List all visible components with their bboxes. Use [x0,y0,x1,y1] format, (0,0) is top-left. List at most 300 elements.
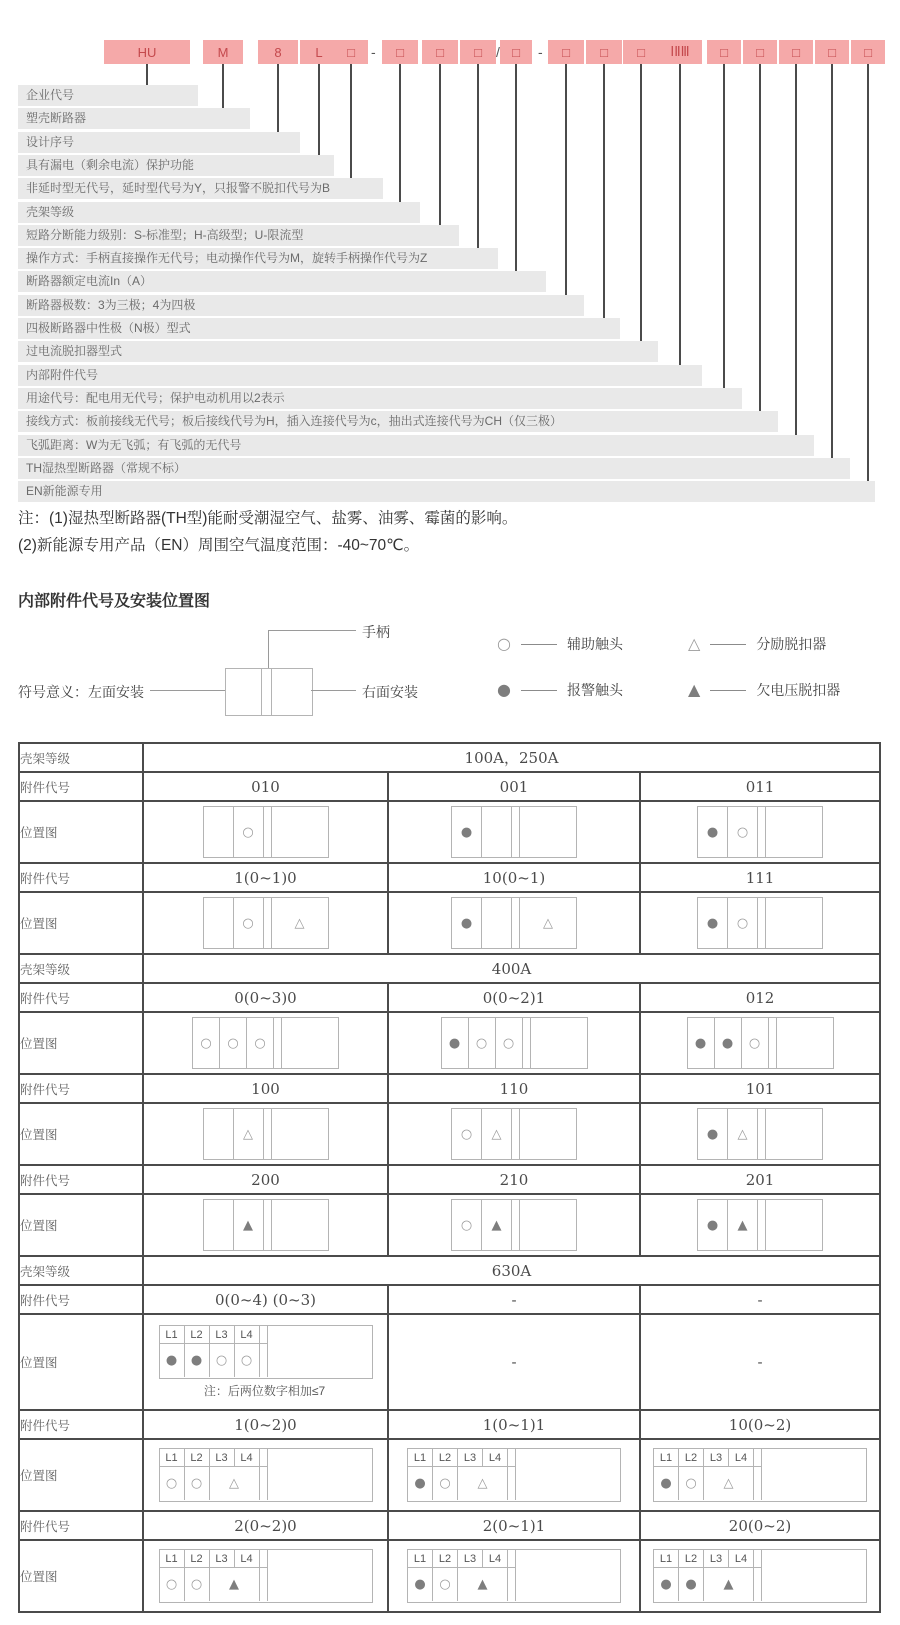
pole-header-narrow-cell [754,1550,762,1568]
shunt-release-symbol: △ [477,1476,488,1491]
model-code-box: □ [422,40,458,64]
model-code-box: □ [623,40,659,64]
pole-header-cell: L2 [185,1449,210,1467]
pole-header-cell: L2 [185,1326,210,1344]
pole-body-cell [260,1568,268,1601]
model-code-box: ⅠⅡⅢ [658,40,702,64]
pole-diagram-box [159,1325,373,1379]
handle-cell [758,1109,766,1159]
diagram-cell [234,1200,264,1250]
position-diagram [451,806,577,858]
frame-level-cell: 100A，250A [143,743,880,772]
accessory-table-grid [18,742,881,1613]
code-separator: / [496,44,500,60]
pole-header-cell: L3 [458,1449,483,1467]
right-install-cell [272,1109,328,1159]
legend-item-shunt-release [688,634,826,654]
position-diagram-row [19,1194,880,1256]
note-line-2: (2)新能源专用产品（EN）周围空气温度范围：-40~70℃。 [18,537,420,554]
position-diagram-cell [388,892,640,954]
position-diagram-row [19,1439,880,1511]
position-diagram-cell [143,1439,388,1511]
undervoltage-release-symbol: ▲ [229,1577,239,1592]
alarm-contact-symbol: ● [706,824,719,840]
legend-item-alarm-contact [497,680,623,700]
leader-line [565,64,567,297]
position-diagram-cell [640,1540,880,1612]
pole-header-cell: L3 [704,1449,729,1467]
handle-cell [758,807,766,857]
alarm-contact-symbol: ● [497,680,511,699]
aux-contact-symbol: ○ [227,1035,239,1051]
frame-level-row [19,743,880,772]
position-diagram-row [19,1012,880,1074]
leader-line [277,64,279,134]
leader-line [679,64,681,367]
aux-contact-symbol: ○ [242,824,254,840]
undervoltage-release-symbol: ▲ [737,1217,748,1233]
pole-header-narrow-cell [754,1449,762,1467]
leader-line [477,64,479,250]
aux-contact-symbol: ○ [240,1353,253,1368]
code-label-bar: 壳架等级 [18,202,420,223]
position-diagram [697,897,823,949]
legend-prefix-label: 符号意义：左面安装 [18,684,144,700]
alarm-contact-symbol: ● [414,1577,426,1592]
accessory-code-row [19,1511,880,1540]
leader-line [640,64,642,343]
pole-header-cell: L2 [679,1550,704,1568]
accessory-code-row [19,1285,880,1314]
pole-body-cell [260,1467,268,1500]
code-label-bar: 操作方式：手柄直接操作无代号；电动操作代号为M，旋转手柄操作代号为Z [18,248,498,269]
pole-header-cell: L1 [160,1449,185,1467]
shunt-release-symbol: △ [491,1126,502,1142]
legend-item-label: 分励脱扣器 [756,636,827,652]
aux-contact-symbol: ○ [215,1353,228,1368]
handle-cell [264,807,272,857]
right-install-cell [766,807,822,857]
diagram-cell [442,1018,469,1068]
code-label-bar: 内部附件代号 [18,365,702,386]
row-label-code: 附件代号 [19,1074,143,1103]
diagram-cell [220,1018,247,1068]
aux-contact-symbol: ○ [685,1476,697,1491]
position-diagram-cell [640,1103,880,1165]
handle-cell [523,1018,531,1068]
position-diagram [697,1199,823,1251]
pole-header-cell: L1 [408,1550,433,1568]
shunt-release-symbol: △ [543,915,553,931]
aux-contact-symbol: ○ [439,1476,451,1491]
row-label-position: 位置图 [19,1194,143,1256]
alarm-contact-symbol: ● [694,1035,707,1051]
position-diagram-cell [640,1194,880,1256]
accessory-code-cell: 0(0~2)1 [388,983,640,1012]
model-code-box: HU [104,40,190,64]
position-diagram [159,1549,373,1603]
code-label-bar: 短路分断能力级别：S-标准型；H-高级型；U-限流型 [18,225,459,246]
pole-body-cell [433,1467,458,1500]
aux-contact-symbol: ○ [200,1035,212,1051]
legend-dash [521,690,557,691]
position-diagram-cell [143,801,388,863]
row-label-position: 位置图 [19,1012,143,1074]
accessory-code-row [19,1165,880,1194]
pole-header-narrow-cell [260,1326,268,1344]
pole-body-cell [754,1467,762,1500]
legend-item-undervoltage-release [688,680,840,700]
position-diagram-cell [388,1012,640,1074]
diagram-cell [469,1018,496,1068]
position-diagram-cell [388,1540,640,1612]
pole-header-narrow-cell [260,1449,268,1467]
leader-line [723,64,725,390]
legend-item-label: 欠电压脱扣器 [756,682,841,698]
accessory-code-cell: 111 [640,863,880,892]
pole-header-narrow-cell [260,1550,268,1568]
position-diagram [653,1549,867,1603]
code-label-bar: TH湿热型断路器（常规不标） [18,458,850,479]
handle-label: 手柄 [362,624,390,640]
handle-cell [512,898,520,948]
undervoltage-release-symbol: ▲ [723,1577,734,1592]
legend-dash [710,690,746,691]
leader-line [603,64,605,320]
note-line-1: 注：(1)湿热型断路器(TH型)能耐受潮湿空气、盐雾、油雾、霉菌的影响。 [18,510,518,527]
model-code-box: □ [586,40,622,64]
alarm-contact-symbol: ● [448,1035,461,1051]
row-label-code: 附件代号 [19,863,143,892]
diagram-cell [482,1200,512,1250]
right-install-cell [520,807,576,857]
pole-header-narrow-cell [508,1550,516,1568]
model-code-box: □ [851,40,885,64]
diagram-cell [715,1018,742,1068]
accessory-code-cell: 011 [640,772,880,801]
position-diagram-cell [640,1439,880,1511]
alarm-contact-symbol: ● [165,1353,178,1368]
legend-right-line [311,690,356,691]
position-diagram [203,1108,329,1160]
pole-header-cell: L4 [235,1326,260,1344]
alarm-contact-symbol: ● [414,1476,426,1491]
position-diagram-row [19,1103,880,1165]
position-diagram [192,1017,339,1069]
accessory-code-cell: 0(0~3)0 [143,983,388,1012]
position-diagram-cell [143,1012,388,1074]
handle-leader-hline [268,630,356,631]
right-install-cell [520,898,576,948]
accessory-code-cell: 200 [143,1165,388,1194]
position-diagram [687,1017,834,1069]
model-code-box: □ [548,40,584,64]
diagram-cell [728,1200,758,1250]
pole-body-cell [185,1467,210,1500]
position-diagram-row [19,1540,880,1612]
pole-body-cell [679,1568,704,1601]
model-code-box: □ [334,40,368,64]
pole-body-cell [185,1568,210,1601]
position-diagram-cell [640,892,880,954]
diagram-cell [688,1018,715,1068]
code-label-bar: 过电流脱扣器型式 [18,341,658,362]
right-install-cell [766,1109,822,1159]
diagram-cell [234,1109,264,1159]
alarm-contact-symbol: ● [706,1126,719,1142]
legend-breaker-diagram [225,668,313,716]
accessory-code-cell: - [640,1285,880,1314]
accessory-code-cell: 2(0~2)0 [143,1511,388,1540]
aux-contact-symbol: ○ [475,1035,488,1051]
pole-header-cell: L1 [654,1550,679,1568]
shunt-release-symbol: △ [294,915,305,931]
code-label-bar: 四极断路器中性极（N极）型式 [18,318,620,339]
code-label-bar: 企业代号 [18,85,198,106]
code-label-bar: 接线方式：板前接线无代号；板后接线代号为H，插入连接代号为c，抽出式连接代号为CH（仅三极） [18,411,778,432]
legend-item-label: 辅助触头 [566,636,623,652]
model-code-box: □ [460,40,496,64]
frame-level-cell: 630A [143,1256,880,1285]
handle-leader-vline [268,630,269,668]
accessory-code-cell: 100 [143,1074,388,1103]
pole-body-cell [704,1467,754,1500]
breaker-left-cell [226,669,262,715]
handle-cell [512,1200,520,1250]
position-diagram [451,1108,577,1160]
pole-header-cell: L3 [458,1550,483,1568]
position-diagram-cell [388,1439,640,1511]
position-diagram-cell [388,801,640,863]
pole-body-cell [458,1568,508,1601]
handle-cell [264,1109,272,1159]
accessory-code-cell: 20(0~2) [640,1511,880,1540]
accessory-code-row [19,772,880,801]
section-title: 内部附件代号及安装位置图 [18,593,211,610]
pole-header-cell: L1 [160,1326,185,1344]
pole-diagram-box [407,1448,621,1502]
right-install-cell [766,898,822,948]
diagram-cell [204,1200,234,1250]
diagram-cell [482,898,512,948]
alarm-contact-symbol: ● [460,824,473,840]
accessory-code-cell: 1(0~2)0 [143,1410,388,1439]
diagram-cell [482,807,512,857]
shunt-release-symbol: △ [229,1476,239,1491]
position-diagram [203,806,329,858]
handle-cell [758,1200,766,1250]
model-code-box: □ [779,40,813,64]
legend-dash [710,644,746,645]
position-diagram-row [19,892,880,954]
aux-contact-symbol: ○ [460,1126,473,1142]
right-install-cell [520,1109,576,1159]
aux-contact-symbol: ○ [502,1035,515,1051]
aux-contact-symbol: ○ [460,1217,473,1233]
diagram-cell [452,1109,482,1159]
row-label-position: 位置图 [19,1103,143,1165]
aux-contact-symbol: ○ [190,1577,203,1592]
pole-body-cell [160,1344,185,1377]
position-diagram-cell [640,801,880,863]
accessory-code-cell: 110 [388,1074,640,1103]
model-code-box: □ [707,40,741,64]
leader-line [318,64,320,157]
position-diagram [451,897,577,949]
pole-header-cell: L1 [408,1449,433,1467]
code-label-bar: 塑壳断路器 [18,108,250,129]
alarm-contact-symbol: ● [685,1577,697,1592]
right-install-label: 右面安装 [362,684,418,700]
aux-contact-symbol: ○ [736,915,749,931]
position-diagram-cell: - [640,1314,880,1410]
aux-contact-symbol: ○ [497,634,511,653]
legend-left-line [150,690,225,691]
alarm-contact-symbol: ● [660,1577,672,1592]
accessory-code-cell: 1(0~1)1 [388,1410,640,1439]
handle-cell [512,1109,520,1159]
model-code-box: □ [743,40,777,64]
pole-header-cell: L1 [160,1550,185,1568]
position-diagram-cell [388,1194,640,1256]
pole-header-cell: L2 [185,1550,210,1568]
row-label-code: 附件代号 [19,1511,143,1540]
pole-header-cell: L1 [654,1449,679,1467]
code-label-bar: 断路器额定电流In（A） [18,271,546,292]
accessory-code-cell: 2(0~1)1 [388,1511,640,1540]
pole-body-cell [754,1568,762,1601]
handle-cell [512,807,520,857]
diagram-cell [496,1018,523,1068]
pole-header-cell: L3 [704,1550,729,1568]
code-separator: - [371,44,376,60]
diagram-note: 注：后两位数字相加≤7 [203,1384,326,1398]
model-code-box: L [300,40,338,64]
position-diagram-cell [143,1103,388,1165]
accessory-code-cell: 201 [640,1165,880,1194]
breaker-right-cell [272,669,312,715]
shunt-release-symbol: △ [723,1476,734,1491]
diagram-cell [698,898,728,948]
diagram-cell [452,807,482,857]
position-diagram-row [19,801,880,863]
pole-body-cell [210,1568,260,1601]
pole-header-cell: L4 [483,1449,508,1467]
diagram-cell [742,1018,769,1068]
accessory-code-row [19,1410,880,1439]
row-label-code: 附件代号 [19,772,143,801]
diagram-cell [728,807,758,857]
diagram-cell [204,807,234,857]
pole-header-cell: L4 [235,1449,260,1467]
accessory-code-row [19,1074,880,1103]
accessory-table [18,742,881,1613]
row-label-position: 位置图 [19,1540,143,1612]
position-diagram-cell [143,1314,388,1410]
model-code-box: □ [500,40,532,64]
right-install-cell [520,1200,576,1250]
accessory-code-cell: 10(0~2) [640,1410,880,1439]
shunt-release-symbol: △ [243,1126,253,1142]
right-install-cell [272,807,328,857]
undervoltage-release-symbol: ▲ [477,1577,488,1592]
pole-body-cell [210,1344,235,1377]
diagram-cell [452,898,482,948]
pole-header-cell: L4 [483,1550,508,1568]
pole-header-cell: L4 [235,1550,260,1568]
right-install-cell [272,1200,328,1250]
pole-header-cell: L2 [433,1449,458,1467]
right-install-cell [282,1018,338,1068]
pole-body-cell [654,1467,679,1500]
position-diagram [159,1448,373,1502]
pole-body-cell [508,1467,516,1500]
position-diagram-cell [143,1540,388,1612]
position-diagram [697,1108,823,1160]
aux-contact-symbol: ○ [165,1577,178,1592]
handle-cell [274,1018,282,1068]
row-label-code: 附件代号 [19,1285,143,1314]
row-label-frame: 壳架等级 [19,743,143,772]
pole-body-cell [654,1568,679,1601]
undervoltage-release-symbol: ▲ [243,1217,253,1233]
undervoltage-release-symbol: ▲ [491,1217,502,1233]
pole-body-cell [210,1467,260,1500]
accessory-code-row [19,863,880,892]
aux-contact-symbol: ○ [748,1035,761,1051]
frame-level-row [19,954,880,983]
code-label-bar: EN新能源专用 [18,481,875,502]
position-diagram-cell [640,1012,880,1074]
right-install-cell [531,1018,587,1068]
row-label-position: 位置图 [19,801,143,863]
code-label-bar: 设计序号 [18,132,300,153]
pole-body-cell [679,1467,704,1500]
position-diagram [203,897,329,949]
handle-cell [758,898,766,948]
position-diagram-cell [388,1103,640,1165]
code-label-bar: 具有漏电（剩余电流）保护功能 [18,155,334,176]
pole-body-cell [235,1344,260,1377]
position-diagram-row [19,1314,880,1410]
aux-contact-symbol: ○ [736,824,749,840]
leader-line [439,64,441,227]
alarm-contact-symbol: ● [706,1217,719,1233]
position-diagram [451,1199,577,1251]
pole-header-cell: L3 [210,1449,235,1467]
diagram-cell [247,1018,274,1068]
aux-contact-symbol: ○ [190,1476,203,1491]
legend-dash [521,644,557,645]
row-label-position: 位置图 [19,1314,143,1410]
row-label-code: 附件代号 [19,983,143,1012]
pole-diagram-box [653,1549,867,1603]
legend-item-label: 报警触头 [566,682,623,698]
right-install-cell [766,1200,822,1250]
model-code-box: □ [815,40,849,64]
accessory-code-cell: 010 [143,772,388,801]
leader-line [222,64,224,110]
pole-diagram-box [653,1448,867,1502]
handle-cell [769,1018,777,1068]
pole-body-cell [433,1568,458,1601]
position-diagram [441,1017,588,1069]
pole-diagram-box [407,1549,621,1603]
row-label-code: 附件代号 [19,1165,143,1194]
alarm-contact-symbol: ● [721,1035,734,1051]
pole-body-cell [458,1467,508,1500]
accessory-code-row [19,983,880,1012]
